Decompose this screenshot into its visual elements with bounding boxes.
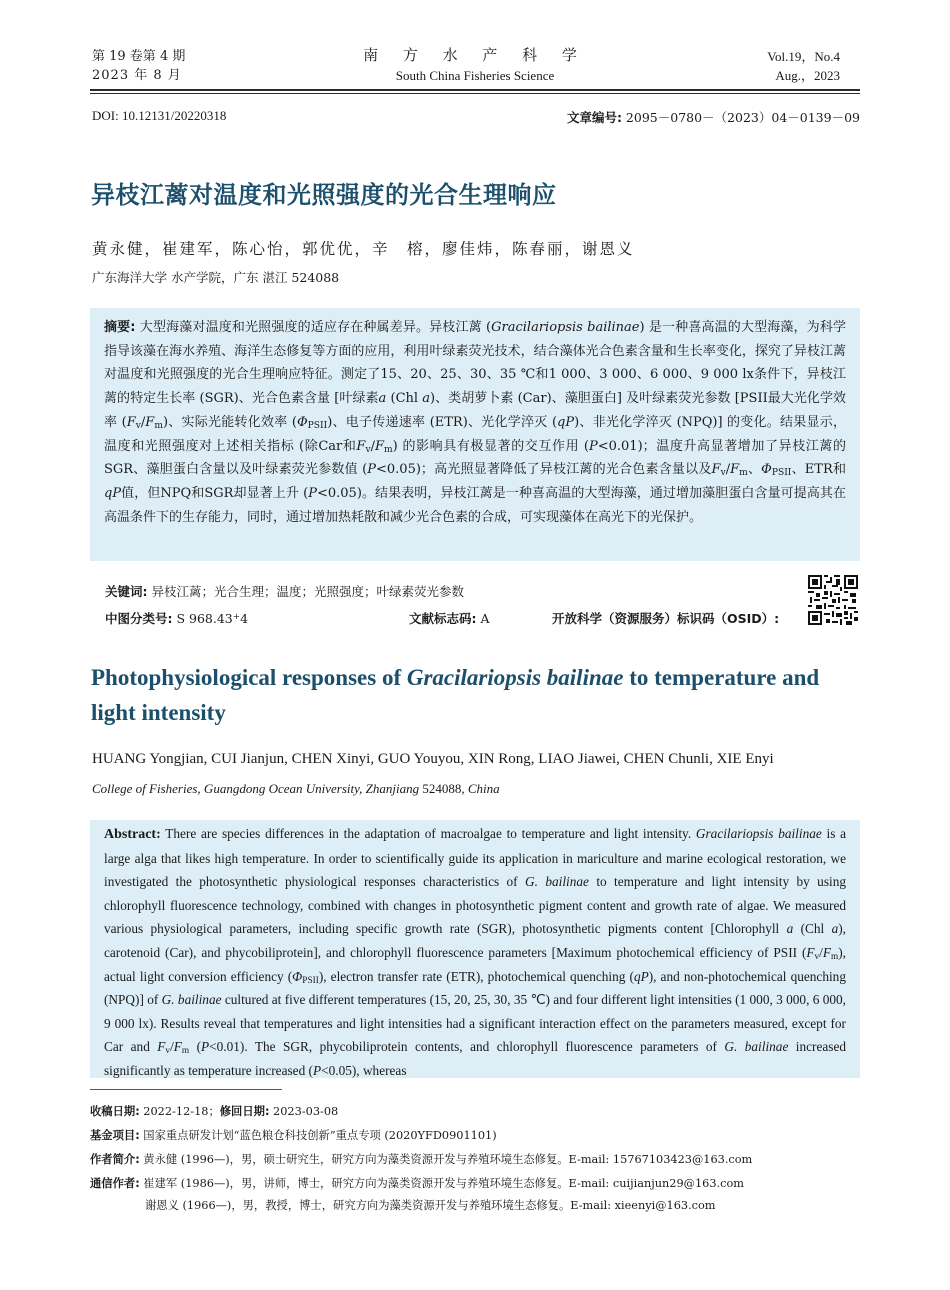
species-name: G. bailinae <box>161 992 222 1008</box>
journal-name-en: South China Fisheries Science <box>395 68 555 83</box>
species-name: G. bailinae <box>724 1039 789 1055</box>
keywords <box>105 582 464 600</box>
article-number-label: 文章编号: <box>566 110 622 125</box>
symbol: qP <box>557 414 575 430</box>
subscript: v <box>814 951 820 962</box>
text: <0.05)。结果表明，异枝江蓠是一种喜高温的大型海藻，通过增加藻胆蛋白含量可提高其在高温条件下的生存能力，同时，通过增加热耗散和减少光合色素的合成，可实现藻体在高光下的光保护。 <box>104 485 846 525</box>
text: 、ETR和 <box>791 462 846 478</box>
symbol: F <box>157 1039 166 1055</box>
text: 、 <box>747 462 762 478</box>
abstract-cn <box>104 316 846 529</box>
header-right <box>767 47 840 85</box>
clc-value: S 968.43 <box>172 611 233 626</box>
text: ) 的影响具有极显著的交互作用 ( <box>392 438 589 454</box>
volume-cn: 第 19 卷第 4 期 <box>92 49 186 64</box>
subscript: PSII <box>307 420 328 431</box>
symbol: F <box>822 944 831 960</box>
authors-en: HUANG Yongjian, CUI Jianjun, CHEN Xinyi, GUO Youyou, XIN Rong, LIAO Jiawei, CHEN Chunli, XIE Enyi <box>92 751 774 767</box>
clc-number <box>105 609 248 627</box>
text: ( <box>189 1039 202 1055</box>
fund-label: 基金项目: <box>90 1129 140 1142</box>
footnote-fund <box>90 1128 870 1144</box>
symbol: Φ <box>297 414 308 430</box>
symbol: P <box>201 1039 210 1055</box>
text: / <box>725 462 731 478</box>
country: China <box>467 781 500 796</box>
text: 值，但NPQ和SGR却显著上升 ( <box>121 485 309 501</box>
text: )、非光化学淬灭 (NPQ)] 的变化。结果显示，温度和光照强度对上述相关指标 (除Car和 <box>104 414 846 454</box>
text: <0.01). The SGR, phycobiliprotein contents, and chlorophyll fluorescence parameters of <box>209 1039 725 1055</box>
text: Photophysiological responses of <box>91 665 407 690</box>
text: to temperature and light intensity <box>91 665 820 725</box>
fund-text: 国家重点研发计划“蓝色粮仓科技创新”重点专项 (2020YFD0901101) <box>139 1129 497 1142</box>
subscript: m <box>384 444 393 455</box>
subscript: m <box>181 1046 190 1057</box>
institution: College of Fisheries, Guangdong Ocean University, Zhanjiang <box>92 781 420 796</box>
text: ), actual light conversion efficiency ( <box>104 944 846 984</box>
abstract-cn-label: 摘要: <box>104 320 136 335</box>
corr-text-1: 崔建军 (1986—)，男，讲师，博士，研究方向为藻类资源开发与养殖环境生态修复。E-mail: cuijianjun29@163.com <box>139 1177 744 1190</box>
bio-text: 黄永健 (1996—)，男，硕士研究生，研究方向为藻类资源开发与养殖环境生态修复。E-mail: 15767103423@163.com <box>139 1153 753 1166</box>
subscript: m <box>831 951 839 962</box>
journal-name-cn: 南 方 水 产 科 学 <box>363 46 587 64</box>
text: increased significantly as temperature increased ( <box>104 1039 846 1078</box>
abstract-en-label: Abstract: <box>104 827 161 842</box>
subscript: m <box>739 468 748 479</box>
text: 大型海藻对温度和光照强度的适应存在种属差异。异枝江蓠 ( <box>135 320 492 335</box>
abstract-en <box>104 822 846 1083</box>
subscript: v <box>365 444 371 455</box>
symbol: F <box>356 438 366 454</box>
text: )、实际光能转化效率 ( <box>162 414 297 430</box>
subscript: v <box>720 468 726 479</box>
text: / <box>819 944 823 960</box>
subscript: m <box>154 420 163 431</box>
text: <0.01)；温度升高显著增加了异枝江蓠的SGR、藻胆蛋白含量以及叶绿素荧光参数值 ( <box>104 438 846 478</box>
symbol: a <box>422 391 430 407</box>
text: / <box>140 414 146 430</box>
osid-label: 开放科学（资源服务）标识码（OSID）: <box>552 611 780 626</box>
symbol: qP <box>633 968 649 984</box>
symbol: F <box>126 414 136 430</box>
text: cultured at five different temperatures (15, 20, 25, 30, 35 ℃) and four different light intensities (1 000, 3 000, 6 000, 9 000 lx). Results reveal that temperatures and light intensities had a significant interaction effect on the parameters measured, except for Car and <box>104 992 847 1055</box>
symbol: a <box>786 921 794 937</box>
abstract-en-box <box>90 820 860 1078</box>
date-cn: 2023 年 8 月 <box>92 68 182 83</box>
keywords-value: 异枝江蓠；光合生理；温度；光照强度；叶绿素荧光参数 <box>147 584 464 599</box>
text: <0.05), whereas <box>321 1062 407 1078</box>
osid <box>552 609 779 627</box>
text: / <box>370 438 375 454</box>
footnote-corresponding <box>90 1176 870 1192</box>
symbol: Φ <box>292 968 303 984</box>
authors-cn: 黄永健，崔建军，陈心怡，郭优优，辛 榕，廖佳炜，陈春丽，谢恩义 <box>92 240 635 258</box>
symbol: P <box>588 438 598 454</box>
text: <0.05)；高光照显著降低了异枝江蓠的光合色素含量以及 <box>376 462 712 478</box>
symbol: P <box>367 462 377 478</box>
text: )、电子传递速率 (ETR)、光化学淬灭 ( <box>327 414 558 430</box>
symbol: a <box>831 921 839 937</box>
article-number <box>567 108 860 126</box>
date-en: Aug.，2023 <box>775 68 840 83</box>
text: to temperature and light intensity by using chlorophyll fluorescence technology, combined with changes in photosynthetic pigment content and growth rate of algae. We measured various physiological parameters, including specific growth rate (SGR), photosynthetic pigments content [Chlorophyll <box>104 874 846 937</box>
clc-tail: 4 <box>240 611 249 626</box>
symbol: P <box>312 1062 322 1078</box>
text: )、类胡萝卜素 (Car)、藻胆蛋白] 及叶绿素荧光参数 [PSII最大光化学效率 ( <box>104 391 846 430</box>
footnote-corresponding-2: 谢恩义 (1966—)，男，教授，博士，研究方向为藻类资源开发与养殖环境生态修复。E-mail: xieenyi@163.com <box>145 1199 716 1212</box>
title-cn: 异枝江蓠对温度和光照强度的光合生理响应 <box>91 181 557 209</box>
subscript: PSII <box>302 975 319 986</box>
species-name: Gracilariopsis bailinae <box>491 320 640 335</box>
symbol: F <box>145 414 155 430</box>
symbol: qP <box>104 485 122 501</box>
revised-label: 修回日期: <box>219 1105 270 1118</box>
text: ), and non-photochemical quenching (NPQ)] of <box>104 968 846 1008</box>
header-rule <box>90 89 860 91</box>
text: ), carotenoid (Car), and phycobiliprotein], and chlorophyll fluorescence parameters [Maximum photochemical efficiency of PSII ( <box>104 921 846 960</box>
article-number-value: 2095－0780－（2023）04－0139－09 <box>621 110 860 125</box>
doi[interactable]: DOI: 10.12131/20220318 <box>92 108 227 123</box>
affiliation-cn: 广东海洋大学 水产学院，广东 湛江 524088 <box>92 270 340 285</box>
subscript: PSII <box>771 468 792 479</box>
clc-sup: + <box>232 612 241 622</box>
symbol: F <box>711 462 721 478</box>
abstract-cn-box <box>90 308 860 561</box>
doc-code-label: 文献标志码: <box>409 611 477 626</box>
symbol: F <box>730 462 740 478</box>
text: is a large alga that likes high temperature. In order to scientifically guide its application in mariculture and marine ecological restoration, we investigated the photosynthetic physiological responses characteristics of <box>104 826 847 890</box>
footnote-bio <box>90 1152 870 1168</box>
volume-en: Vol.19，No.4 <box>767 49 840 64</box>
symbol: Φ <box>761 462 772 478</box>
corr-label: 通信作者: <box>90 1177 140 1190</box>
text: There are species differences in the adaptation of macroalgae to temperature and light intensity. <box>160 826 696 841</box>
text: (Chl <box>386 391 423 407</box>
qr-code-icon[interactable] <box>808 575 858 625</box>
species-name: G. bailinae <box>525 874 589 890</box>
revised-date: 2023-03-08 <box>269 1105 339 1118</box>
doc-code-value: A <box>476 611 490 626</box>
footnote-rule <box>90 1089 282 1090</box>
zip: 524088, <box>419 781 468 796</box>
text: (Chl <box>793 921 832 937</box>
text: ) 是一种喜高温的大型海藻，为科学指导该藻在海水养殖、海洋生态修复等方面的应用，利用叶绿素荧光技术，结合藻体光合色素含量和生长率变化，探究了异枝江蓠对温度和光照强度的光合生理响应特征。测定了15、20、25、30、35 ℃和1 000、3 000、6 000、9 000 lx条件下，异枝江蓠的特定生长率 (SGR)、光合色素含量 [叶绿素 <box>104 320 846 407</box>
symbol: F <box>374 438 385 454</box>
received-date: 2022-12-18； <box>139 1105 220 1118</box>
text: / <box>170 1039 174 1055</box>
species-name: Gracilariopsis bailinae <box>695 826 822 841</box>
title-en <box>91 660 861 730</box>
symbol: P <box>308 485 317 501</box>
subscript: v <box>165 1046 171 1057</box>
footnote-dates <box>90 1104 870 1120</box>
keywords-label: 关键词: <box>105 584 148 599</box>
bio-label: 作者简介: <box>90 1153 140 1166</box>
text: ), electron transfer rate (ETR), photochemical quenching ( <box>318 968 634 984</box>
symbol: F <box>173 1039 182 1055</box>
symbol: F <box>806 944 815 960</box>
subscript: v <box>135 420 141 431</box>
received-label: 收稿日期: <box>90 1105 140 1118</box>
symbol: a <box>378 391 387 407</box>
species-name: Gracilariopsis bailinae <box>406 665 624 690</box>
document-code <box>409 609 490 627</box>
affiliation-en <box>92 781 500 797</box>
header-rule-thin <box>90 93 860 94</box>
clc-label: 中图分类号: <box>105 611 173 626</box>
